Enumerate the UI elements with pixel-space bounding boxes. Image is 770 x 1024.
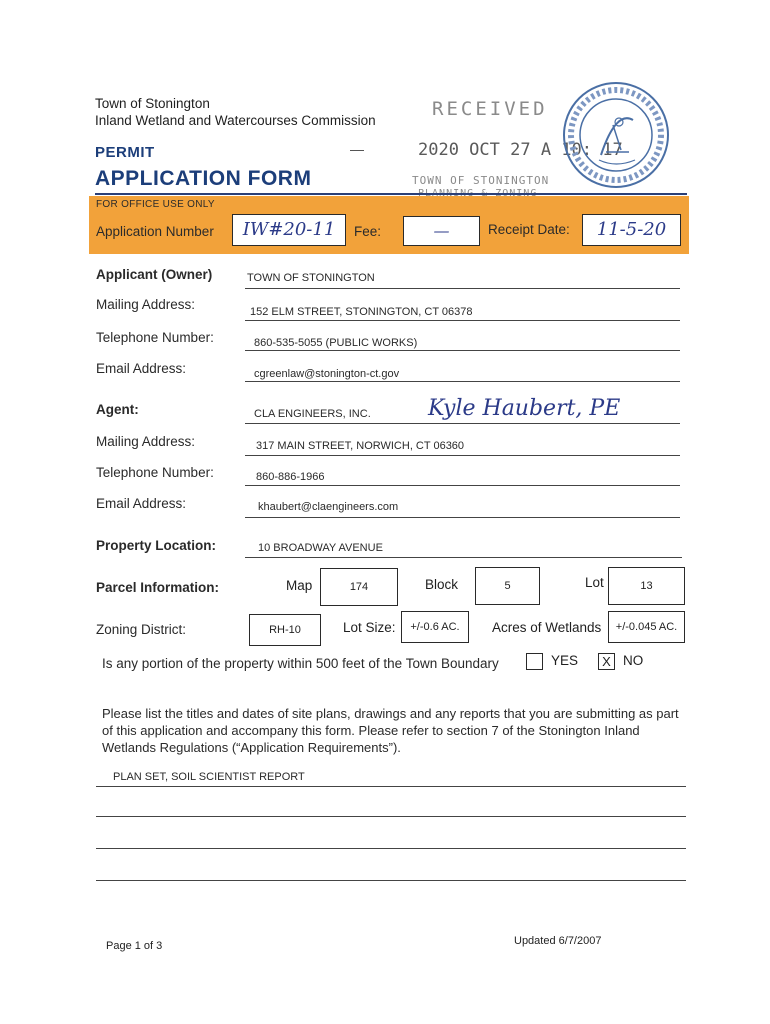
applicant-email-line (245, 381, 680, 382)
agent-email-label: Email Address: (96, 496, 187, 511)
applicant-phone-value[interactable]: 860-535-5055 (PUBLIC WORKS) (254, 337, 418, 349)
receipt-date-field[interactable]: 11-5-20 (582, 214, 681, 246)
agent-phone-label: Telephone Number: (96, 465, 214, 480)
property-location-label: Property Location: (96, 538, 217, 553)
applicant-mailing-line (245, 320, 680, 321)
boundary-question: Is any portion of the property within 500 feet of the Town Boundary (102, 656, 499, 671)
title-rule (95, 193, 687, 195)
agent-mailing-label: Mailing Address: (96, 434, 196, 449)
fee-label: Fee: (354, 224, 382, 239)
plans-line-3 (96, 848, 686, 849)
page-title: APPLICATION FORM (95, 167, 312, 190)
applicant-phone-label: Telephone Number: (96, 330, 214, 345)
agent-phone-value[interactable]: 860-886-1966 (256, 471, 325, 483)
zoning-label: Zoning District: (96, 622, 187, 637)
lot-size-field[interactable]: +/-0.6 AC. (401, 611, 469, 643)
applicant-mailing-value[interactable]: 152 ELM STREET, STONINGTON, CT 06378 (250, 306, 473, 318)
lot-label: Lot (585, 575, 604, 590)
applicant-name-line (245, 288, 680, 289)
header-dash (350, 150, 364, 151)
plans-line-2 (96, 816, 686, 817)
agent-phone-line (245, 485, 680, 486)
lot-field[interactable]: 13 (608, 567, 685, 605)
no-label: NO (623, 653, 644, 668)
seal-icon (561, 80, 671, 190)
page-number: Page 1 of 3 (106, 940, 163, 952)
application-number-field[interactable]: IW#20-11 (232, 214, 346, 246)
agent-signature: Kyle Haubert, PE (428, 396, 621, 421)
agent-name-value[interactable]: CLA ENGINEERS, INC. (254, 408, 371, 420)
wetlands-label: Acres of Wetlands (492, 620, 602, 635)
agent-mailing-value[interactable]: 317 MAIN STREET, NORWICH, CT 06360 (256, 440, 465, 452)
permit-label: PERMIT (95, 144, 155, 161)
zoning-field[interactable]: RH-10 (249, 614, 321, 646)
stamp-office-line1: TOWN OF STONINGTON (412, 174, 550, 187)
applicant-email-label: Email Address: (96, 361, 187, 376)
updated-date: Updated 6/7/2007 (514, 935, 602, 947)
property-location-line (245, 557, 682, 558)
received-date-stamp: 2020 OCT 27 A 10: 17 (418, 140, 623, 160)
map-field[interactable]: 174 (320, 568, 398, 606)
agent-heading: Agent: (96, 402, 139, 417)
agent-mailing-line (245, 455, 680, 456)
office-use-label: FOR OFFICE USE ONLY (96, 199, 215, 210)
applicant-heading: Applicant (Owner) (96, 267, 213, 282)
agent-name-line (245, 423, 680, 424)
yes-label: YES (551, 653, 579, 668)
no-checkbox[interactable]: X (598, 653, 615, 670)
parcel-info-label: Parcel Information: (96, 580, 220, 595)
applicant-phone-line (245, 350, 680, 351)
commission-name: Inland Wetland and Watercourses Commission (95, 113, 376, 128)
plans-instructions: Please list the titles and dates of site plans, drawings and any reports that you are submitting as part of this application and accompany this form. Please refer to section 7 of the Stonington Inland Wetlands Regulations (“Application Requirements”). (102, 706, 679, 755)
property-location-value[interactable]: 10 BROADWAY AVENUE (258, 542, 383, 554)
lot-size-label: Lot Size: (343, 620, 396, 635)
receipt-date-label: Receipt Date: (488, 222, 570, 237)
applicant-email-value[interactable]: cgreenlaw@stonington-ct.gov (254, 368, 400, 380)
map-label: Map (286, 578, 313, 593)
block-field[interactable]: 5 (475, 567, 540, 605)
town-name: Town of Stonington (95, 96, 210, 111)
agent-email-value[interactable]: khaubert@claengineers.com (258, 501, 399, 513)
applicant-mailing-label: Mailing Address: (96, 297, 196, 312)
plans-entry-value[interactable]: PLAN SET, SOIL SCIENTIST REPORT (113, 771, 305, 783)
wetlands-field[interactable]: +/-0.045 AC. (608, 611, 685, 643)
yes-checkbox[interactable] (526, 653, 543, 670)
applicant-name-value[interactable]: TOWN OF STONINGTON (247, 272, 375, 284)
block-label: Block (425, 577, 459, 592)
plans-line-4 (96, 880, 686, 881)
received-stamp: RECEIVED (432, 98, 548, 120)
application-number-label: Application Number (96, 224, 214, 239)
town-seal (561, 80, 671, 190)
fee-field[interactable]: — (403, 216, 480, 246)
agent-email-line (245, 517, 680, 518)
plans-line-1 (96, 786, 686, 787)
